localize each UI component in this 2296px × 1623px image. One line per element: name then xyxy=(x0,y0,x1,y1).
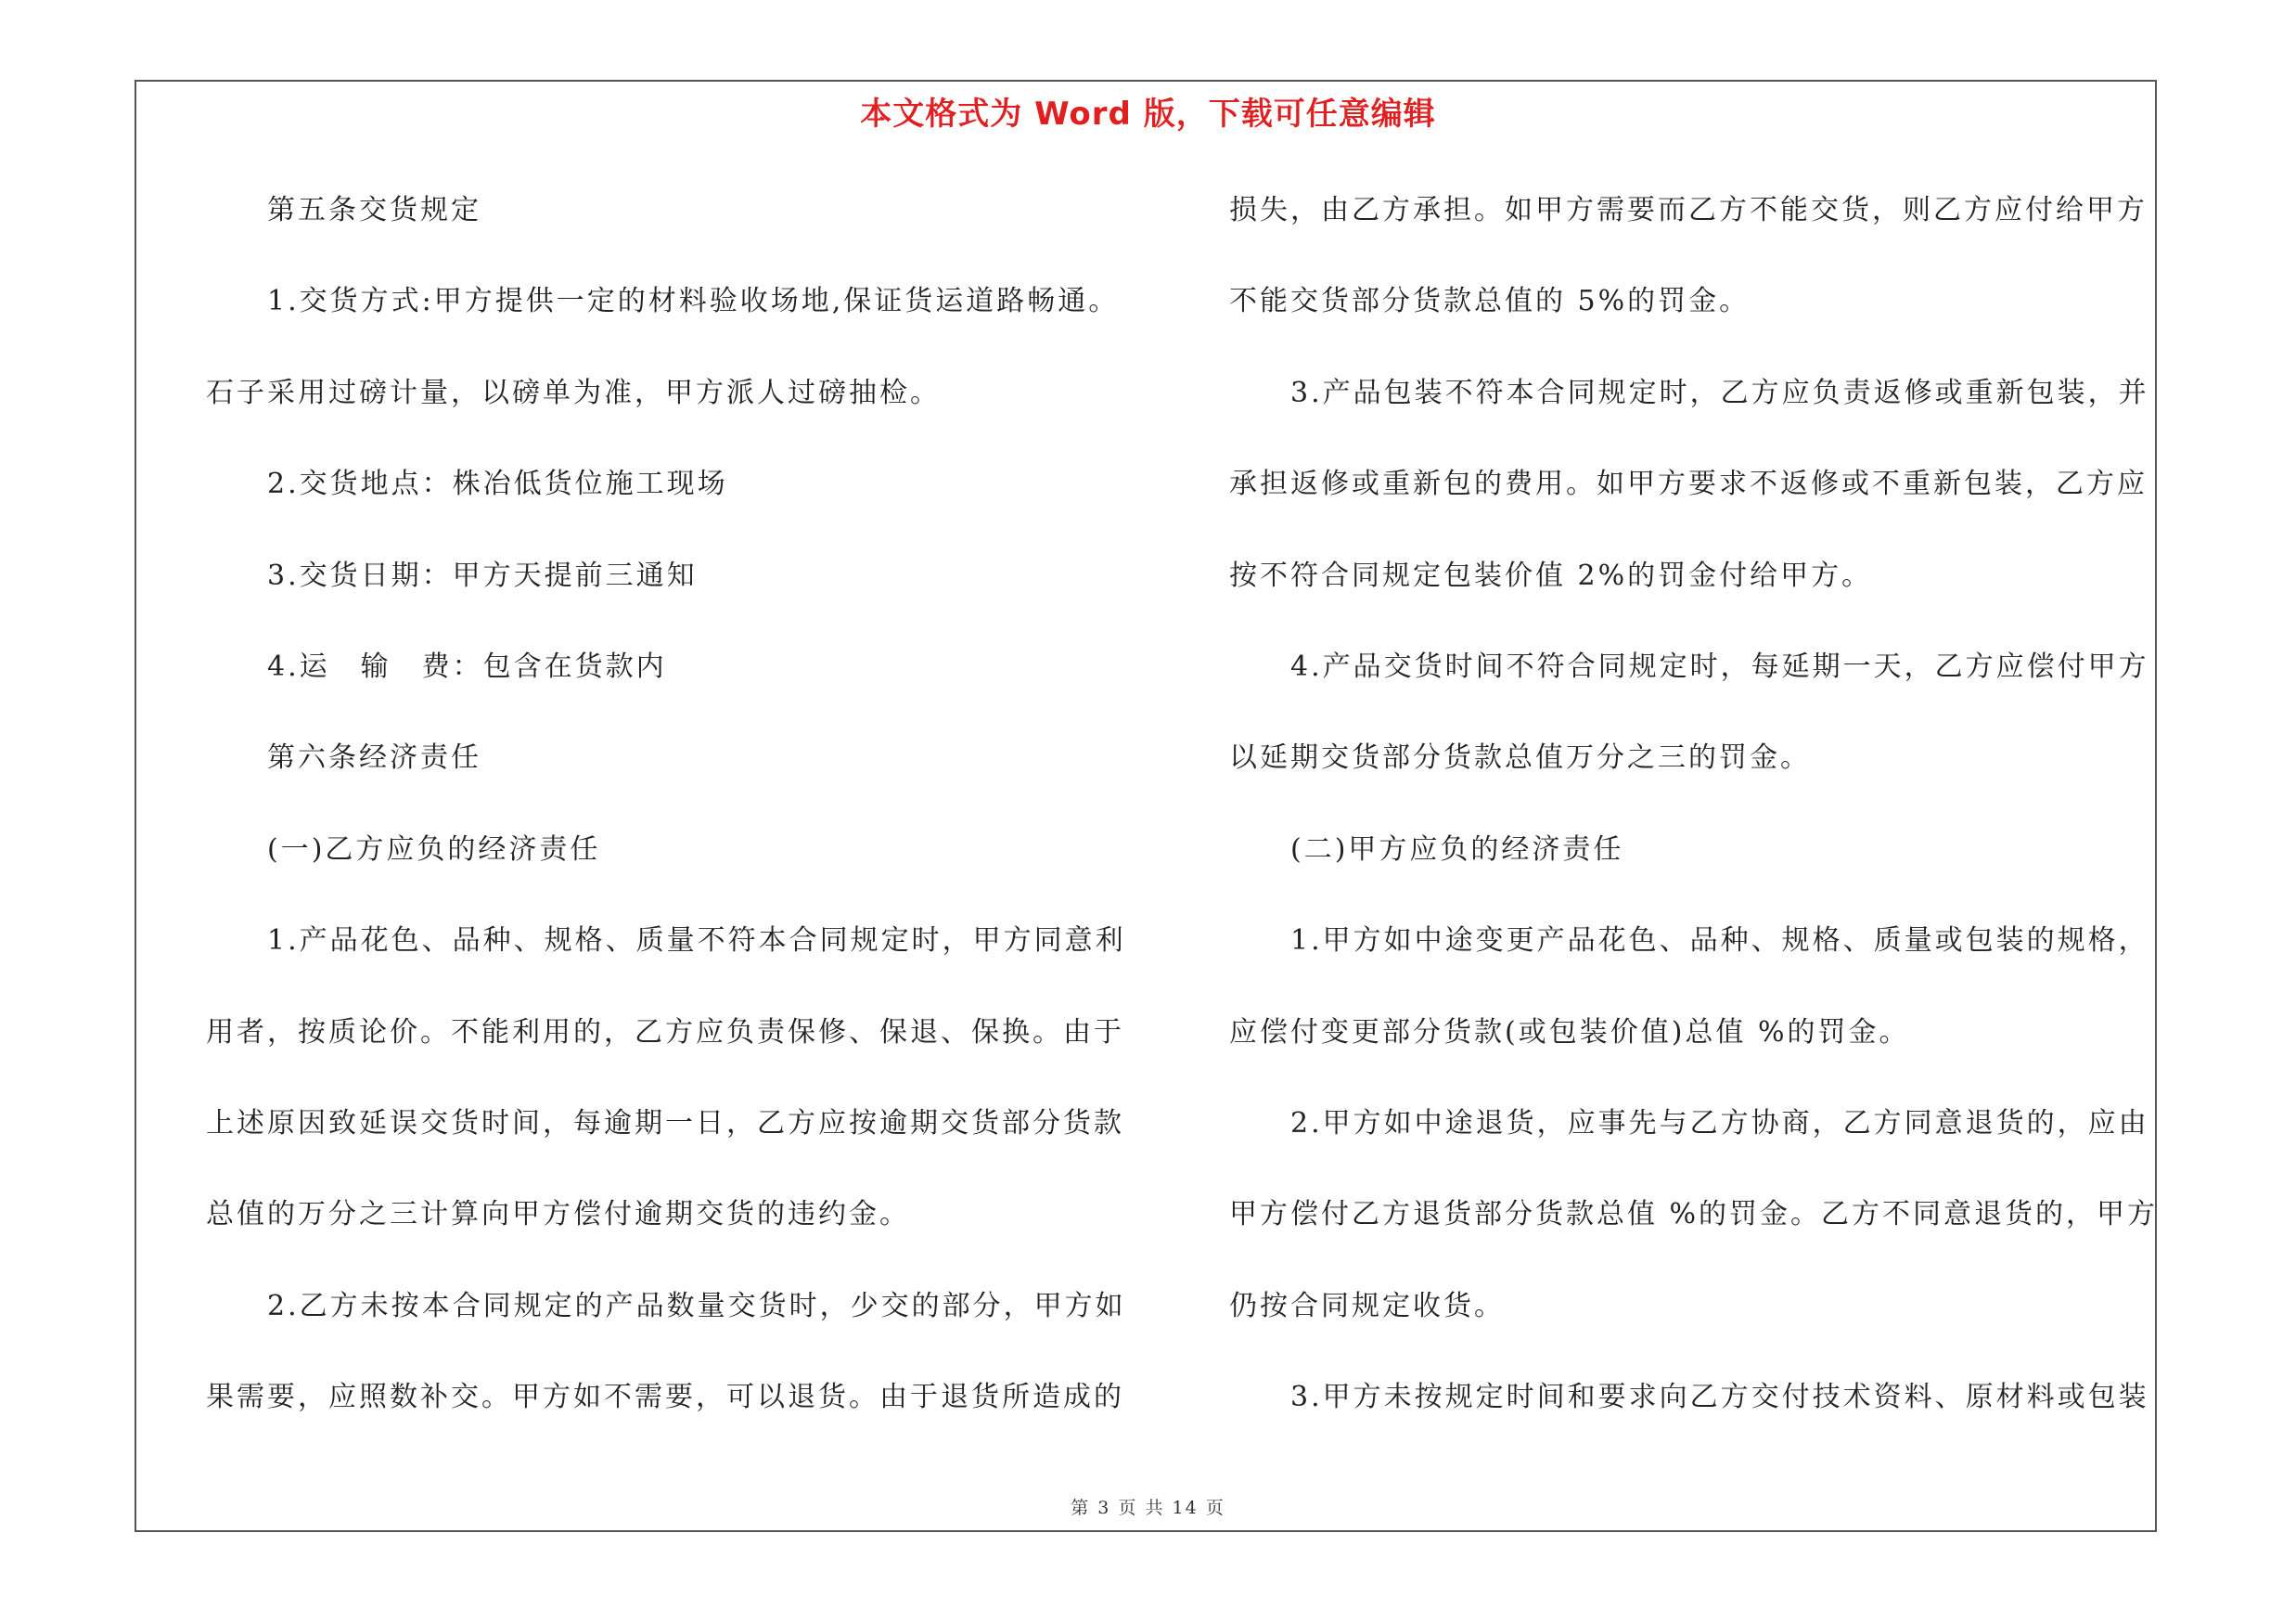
text-line: 1.甲方如中途变更产品花色、品种、规格、质量或包装的规格， xyxy=(1290,924,2149,958)
text-line: 4.产品交货时间不符合同规定时，每延期一天，乙方应偿付甲方 xyxy=(1290,650,2149,683)
text-line: 按不符合同规定包装价值 2%的罚金付给甲方。 xyxy=(1229,559,1873,592)
left-column xyxy=(206,185,1134,1462)
text-line: 3.产品包装不符本合同规定时，乙方应负责返修或重新包装，并 xyxy=(1290,376,2149,409)
text-line: 2.交货地点：株冶低货位施工现场 xyxy=(267,468,728,501)
text-line: 第五条交货规定 xyxy=(267,194,481,226)
text-line: 应偿付变更部分货款(或包装价值)总值 %的罚金。 xyxy=(1229,1015,1910,1049)
page-number-footer: 第 3 页 共 14 页 xyxy=(1071,1498,1225,1518)
text-line: 2.乙方未按本合同规定的产品数量交货时，少交的部分，甲方如 xyxy=(267,1289,1126,1322)
right-column xyxy=(1229,185,2157,1462)
text-line: 总值的万分之三计算向甲方偿付逾期交货的违约金。 xyxy=(206,1198,910,1231)
text-line: 上述原因致延误交货时间，每逾期一日，乙方应按逾期交货部分货款 xyxy=(206,1106,1124,1140)
text-line: 2.甲方如中途退货，应事先与乙方协商，乙方同意退货的，应由 xyxy=(1290,1106,2149,1140)
text-line: 4.运 输 费：包含在货款内 xyxy=(267,650,667,683)
text-line: (二)甲方应负的经济责任 xyxy=(1290,832,1624,866)
text-line: 以延期交货部分货款总值万分之三的罚金。 xyxy=(1229,741,1811,775)
text-line: 承担返修或重新包的费用。如甲方要求不返修或不重新包装，乙方应 xyxy=(1229,468,2148,501)
text-line: 用者，按质论价。不能利用的，乙方应负责保修、保退、保换。由于 xyxy=(206,1015,1124,1049)
text-line: 损失，由乙方承担。如甲方需要而乙方不能交货，则乙方应付给甲方 xyxy=(1229,194,2148,226)
text-line: 3.甲方未按规定时间和要求向乙方交付技术资料、原材料或包装 xyxy=(1290,1381,2149,1414)
text-line: (一)乙方应负的经济责任 xyxy=(267,832,601,866)
text-line: 3.交货日期：甲方天提前三通知 xyxy=(267,559,698,592)
text-line: 不能交货部分货款总值的 5%的罚金。 xyxy=(1229,285,1751,318)
text-line: 果需要，应照数补交。甲方如不需要，可以退货。由于退货所造成的 xyxy=(206,1381,1124,1414)
text-line: 仍按合同规定收货。 xyxy=(1229,1289,1505,1322)
text-line: 甲方偿付乙方退货部分货款总值 %的罚金。乙方不同意退货的，甲方 xyxy=(1229,1198,2159,1231)
text-line: 1.产品花色、品种、规格、质量不符本合同规定时，甲方同意利 xyxy=(267,924,1126,958)
text-line: 石子采用过磅计量，以磅单为准，甲方派人过磅抽检。 xyxy=(206,376,941,409)
word-format-banner: 本文格式为 Word 版，下载可任意编辑 xyxy=(860,96,1436,133)
text-line: 1.交货方式:甲方提供一定的材料验收场地,保证货运道路畅通。 xyxy=(267,285,1120,318)
text-line: 第六条经济责任 xyxy=(267,741,481,775)
